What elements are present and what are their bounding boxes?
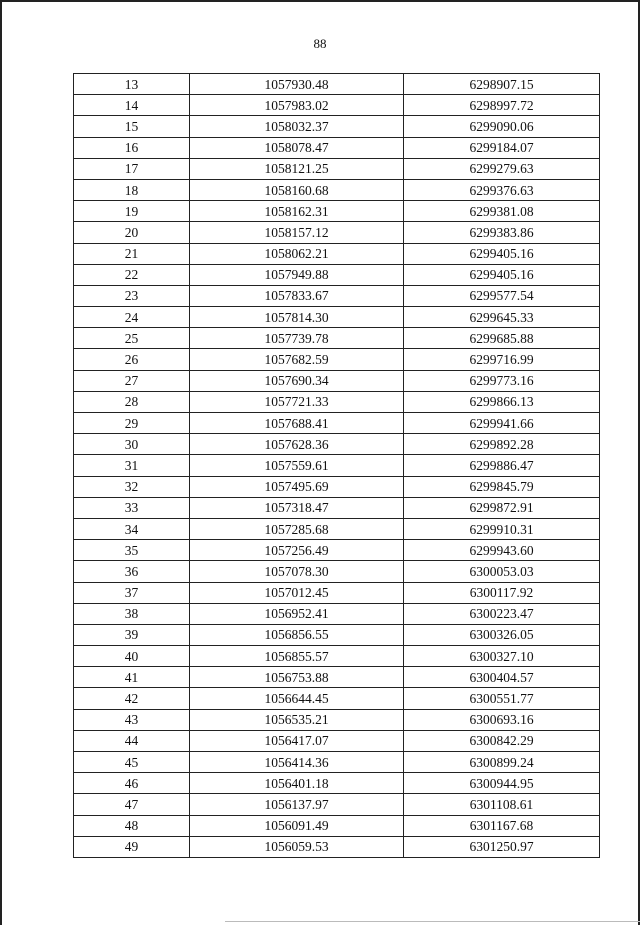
y-coordinate-cell: 6298907.15	[404, 74, 600, 95]
table-row	[74, 540, 600, 561]
table-row	[74, 794, 600, 815]
y-coordinate-cell: 6300117.92	[404, 582, 600, 603]
x-coordinate-cell: 1056856.55	[190, 624, 404, 645]
point-number-cell: 26	[74, 349, 190, 370]
point-number-cell: 46	[74, 773, 190, 794]
table-row	[74, 307, 600, 328]
x-coordinate-cell: 1057983.02	[190, 95, 404, 116]
point-number-cell: 45	[74, 752, 190, 773]
point-number-cell: 24	[74, 307, 190, 328]
y-coordinate-cell: 6299376.63	[404, 179, 600, 200]
table-row	[74, 179, 600, 200]
point-number-cell: 28	[74, 391, 190, 412]
y-coordinate-cell: 6300223.47	[404, 603, 600, 624]
x-coordinate-cell: 1056855.57	[190, 646, 404, 667]
x-coordinate-cell: 1058032.37	[190, 116, 404, 137]
table-row	[74, 413, 600, 434]
x-coordinate-cell: 1058160.68	[190, 179, 404, 200]
table-row	[74, 752, 600, 773]
table-row	[74, 815, 600, 836]
y-coordinate-cell: 6300053.03	[404, 561, 600, 582]
point-number-cell: 19	[74, 201, 190, 222]
x-coordinate-cell: 1057559.61	[190, 455, 404, 476]
point-number-cell: 38	[74, 603, 190, 624]
table-row	[74, 646, 600, 667]
point-number-cell: 42	[74, 688, 190, 709]
y-coordinate-cell: 6299383.86	[404, 222, 600, 243]
table-row	[74, 328, 600, 349]
point-number-cell: 49	[74, 836, 190, 857]
x-coordinate-cell: 1057078.30	[190, 561, 404, 582]
table-row	[74, 582, 600, 603]
y-coordinate-cell: 6300944.95	[404, 773, 600, 794]
table-row	[74, 116, 600, 137]
x-coordinate-cell: 1057930.48	[190, 74, 404, 95]
table-row	[74, 285, 600, 306]
table-row	[74, 730, 600, 751]
y-coordinate-cell: 6301250.97	[404, 836, 600, 857]
point-number-cell: 39	[74, 624, 190, 645]
table-row	[74, 773, 600, 794]
x-coordinate-cell: 1057256.49	[190, 540, 404, 561]
x-coordinate-cell: 1058062.21	[190, 243, 404, 264]
bottom-rule	[225, 921, 640, 922]
point-number-cell: 16	[74, 137, 190, 158]
point-number-cell: 40	[74, 646, 190, 667]
y-coordinate-cell: 6300404.57	[404, 667, 600, 688]
point-number-cell: 36	[74, 561, 190, 582]
y-coordinate-cell: 6301108.61	[404, 794, 600, 815]
y-coordinate-cell: 6299184.07	[404, 137, 600, 158]
table-row	[74, 476, 600, 497]
page-border-top	[0, 0, 640, 2]
x-coordinate-cell: 1056091.49	[190, 815, 404, 836]
x-coordinate-cell: 1058157.12	[190, 222, 404, 243]
point-number-cell: 15	[74, 116, 190, 137]
y-coordinate-cell: 6299577.54	[404, 285, 600, 306]
x-coordinate-cell: 1057682.59	[190, 349, 404, 370]
page-number: 88	[313, 36, 327, 51]
x-coordinate-cell: 1057690.34	[190, 370, 404, 391]
x-coordinate-cell: 1058078.47	[190, 137, 404, 158]
x-coordinate-cell: 1058162.31	[190, 201, 404, 222]
y-coordinate-cell: 6301167.68	[404, 815, 600, 836]
point-number-cell: 32	[74, 476, 190, 497]
point-number-cell: 44	[74, 730, 190, 751]
x-coordinate-cell: 1057495.69	[190, 476, 404, 497]
x-coordinate-cell: 1057833.67	[190, 285, 404, 306]
point-number-cell: 23	[74, 285, 190, 306]
table-row	[74, 264, 600, 285]
x-coordinate-cell: 1056137.97	[190, 794, 404, 815]
x-coordinate-cell: 1056535.21	[190, 709, 404, 730]
y-coordinate-cell: 6299910.31	[404, 518, 600, 539]
point-number-cell: 41	[74, 667, 190, 688]
point-number-cell: 22	[74, 264, 190, 285]
x-coordinate-cell: 1057688.41	[190, 413, 404, 434]
point-number-cell: 30	[74, 434, 190, 455]
table-row	[74, 497, 600, 518]
x-coordinate-cell: 1057012.45	[190, 582, 404, 603]
point-number-cell: 35	[74, 540, 190, 561]
table-row	[74, 434, 600, 455]
table-row	[74, 391, 600, 412]
y-coordinate-cell: 6299381.08	[404, 201, 600, 222]
y-coordinate-cell: 6299886.47	[404, 455, 600, 476]
point-number-cell: 27	[74, 370, 190, 391]
table-row	[74, 455, 600, 476]
x-coordinate-cell: 1057628.36	[190, 434, 404, 455]
x-coordinate-cell: 1056644.45	[190, 688, 404, 709]
point-number-cell: 34	[74, 518, 190, 539]
y-coordinate-cell: 6299773.16	[404, 370, 600, 391]
table-row	[74, 624, 600, 645]
x-coordinate-cell: 1057721.33	[190, 391, 404, 412]
point-number-cell: 20	[74, 222, 190, 243]
x-coordinate-cell: 1057739.78	[190, 328, 404, 349]
y-coordinate-cell: 6299405.16	[404, 264, 600, 285]
y-coordinate-cell: 6299872.91	[404, 497, 600, 518]
table-row	[74, 836, 600, 857]
y-coordinate-cell: 6299685.88	[404, 328, 600, 349]
y-coordinate-cell: 6299845.79	[404, 476, 600, 497]
point-number-cell: 33	[74, 497, 190, 518]
y-coordinate-cell: 6300899.24	[404, 752, 600, 773]
table-row	[74, 222, 600, 243]
table-row	[74, 561, 600, 582]
table-row	[74, 518, 600, 539]
y-coordinate-cell: 6299645.33	[404, 307, 600, 328]
y-coordinate-cell: 6299941.66	[404, 413, 600, 434]
table-row	[74, 349, 600, 370]
x-coordinate-cell: 1056059.53	[190, 836, 404, 857]
x-coordinate-cell: 1056401.18	[190, 773, 404, 794]
point-number-cell: 31	[74, 455, 190, 476]
table-row	[74, 201, 600, 222]
y-coordinate-cell: 6300842.29	[404, 730, 600, 751]
x-coordinate-cell: 1057949.88	[190, 264, 404, 285]
point-number-cell: 29	[74, 413, 190, 434]
x-coordinate-cell: 1056414.36	[190, 752, 404, 773]
y-coordinate-cell: 6300327.10	[404, 646, 600, 667]
table-row	[74, 370, 600, 391]
point-number-cell: 25	[74, 328, 190, 349]
point-number-cell: 37	[74, 582, 190, 603]
y-coordinate-cell: 6299943.60	[404, 540, 600, 561]
table-row	[74, 688, 600, 709]
point-number-cell: 43	[74, 709, 190, 730]
y-coordinate-cell: 6300326.05	[404, 624, 600, 645]
x-coordinate-cell: 1058121.25	[190, 158, 404, 179]
y-coordinate-cell: 6299716.99	[404, 349, 600, 370]
x-coordinate-cell: 1057318.47	[190, 497, 404, 518]
coordinates-table-body	[74, 74, 600, 858]
y-coordinate-cell: 6299279.63	[404, 158, 600, 179]
point-number-cell: 17	[74, 158, 190, 179]
point-number-cell: 48	[74, 815, 190, 836]
point-number-cell: 14	[74, 95, 190, 116]
table-row	[74, 667, 600, 688]
x-coordinate-cell: 1056952.41	[190, 603, 404, 624]
page-border-left	[0, 0, 2, 925]
y-coordinate-cell: 6299405.16	[404, 243, 600, 264]
table-row	[74, 243, 600, 264]
table-row	[74, 74, 600, 95]
y-coordinate-cell: 6299892.28	[404, 434, 600, 455]
y-coordinate-cell: 6298997.72	[404, 95, 600, 116]
coordinates-table	[73, 73, 600, 858]
point-number-cell: 47	[74, 794, 190, 815]
x-coordinate-cell: 1056417.07	[190, 730, 404, 751]
table-row	[74, 158, 600, 179]
table-row	[74, 95, 600, 116]
x-coordinate-cell: 1057814.30	[190, 307, 404, 328]
y-coordinate-cell: 6299090.06	[404, 116, 600, 137]
x-coordinate-cell: 1056753.88	[190, 667, 404, 688]
table-row	[74, 603, 600, 624]
y-coordinate-cell: 6299866.13	[404, 391, 600, 412]
table-row	[74, 137, 600, 158]
y-coordinate-cell: 6300551.77	[404, 688, 600, 709]
table-row	[74, 709, 600, 730]
point-number-cell: 13	[74, 74, 190, 95]
y-coordinate-cell: 6300693.16	[404, 709, 600, 730]
point-number-cell: 18	[74, 179, 190, 200]
x-coordinate-cell: 1057285.68	[190, 518, 404, 539]
point-number-cell: 21	[74, 243, 190, 264]
